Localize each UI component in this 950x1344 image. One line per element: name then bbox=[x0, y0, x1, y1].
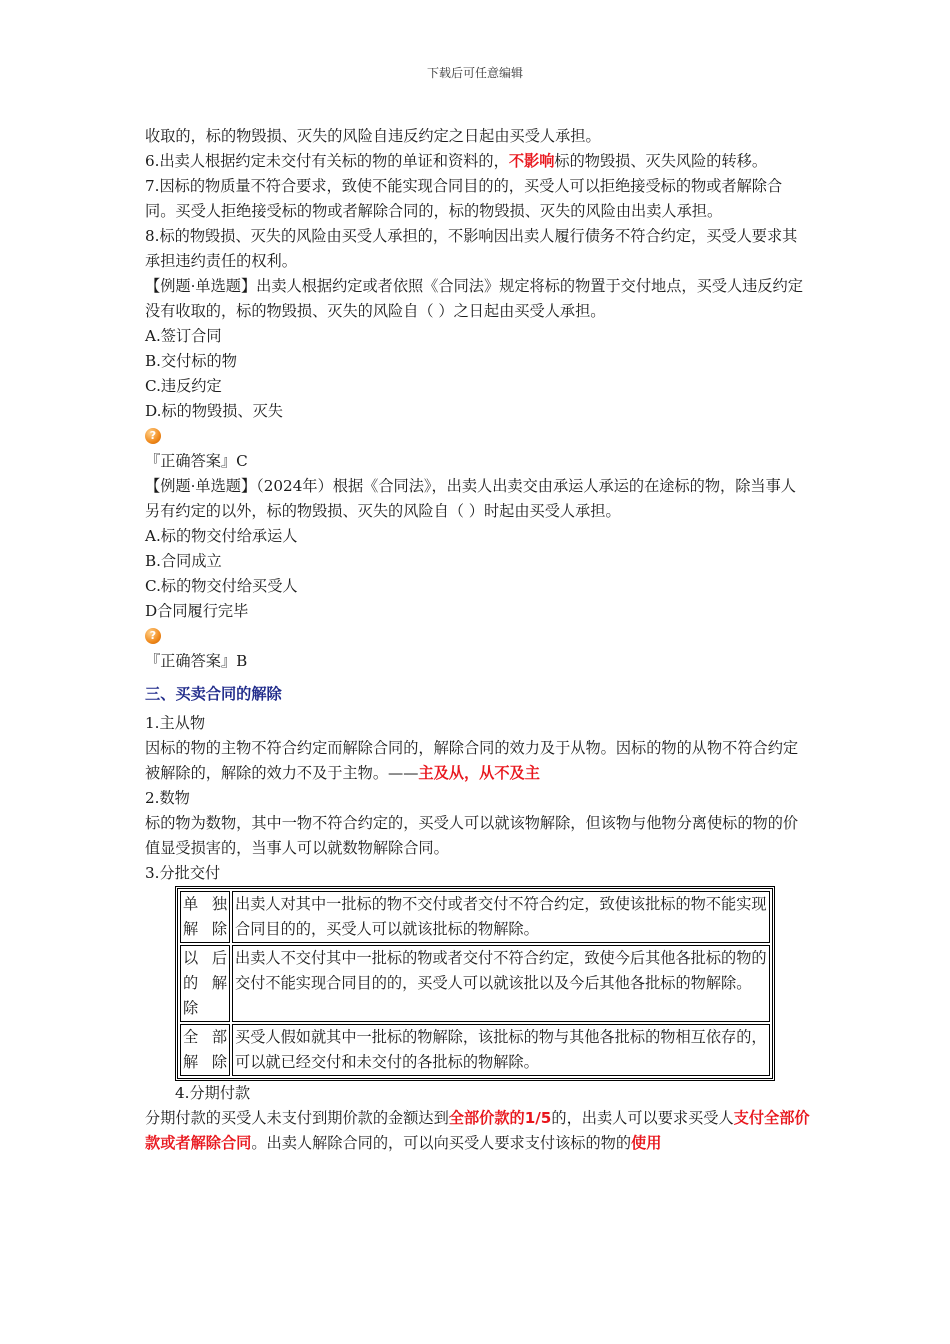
question-1-stem: 【例题·单选题】出卖人根据约定或者依照《合同法》规定将标的物置于交付地点，买受人违反约定没有收取的，标的物毁损、灭失的风险自（ ）之日起由买受人承担。 bbox=[145, 277, 803, 320]
question-1-option-b: B.交付标的物 bbox=[145, 352, 237, 370]
table-row-label: 单独解除 bbox=[180, 891, 230, 943]
subsection-4-title: 4.分期付款 bbox=[175, 1084, 251, 1102]
highlight-one-fifth: 全部价款的1/5 bbox=[448, 1109, 552, 1127]
section-heading: 三、买卖合同的解除 bbox=[145, 685, 282, 703]
table-row-label: 全部解除 bbox=[180, 1024, 230, 1076]
subsection-1-text: 因标的物的主物不符合约定而解除合同的，解除合同的效力及于从物。因标的物的从物不符合约定被解除的，解除的效力不及于主物。——主及从，从不及主 bbox=[145, 739, 799, 782]
batch-delivery-table bbox=[175, 886, 775, 1081]
subsection-2-text: 标的物为数物，其中一物不符合约定的，买受人可以就该物解除，但该物与他物分离使标的物的价值显受损害的，当事人可以就数物解除合同。 bbox=[145, 814, 799, 857]
question-1-option-d: D.标的物毁损、灭失 bbox=[145, 402, 283, 420]
table-row-text: 出卖人不交付其中一批标的物或者交付不符合约定，致使今后其他各批标的物的交付不能实现合同目的的，买受人可以就该批以及今后其他各批标的物解除。 bbox=[232, 945, 770, 1022]
highlight-use: 使用 bbox=[631, 1134, 662, 1152]
table-row bbox=[180, 891, 770, 943]
question-1-option-c: C.违反约定 bbox=[145, 377, 222, 395]
table-row-label: 以后的解除 bbox=[180, 945, 230, 1022]
page-header: 下载后可任意编辑 bbox=[426, 66, 523, 80]
subsection-1-title: 1.主从物 bbox=[145, 714, 206, 732]
question-2-option-a: A.标的物交付给承运人 bbox=[145, 527, 298, 545]
paragraph-item-6: 6.出卖人根据约定未交付有关标的物的单证和资料的，不影响标的物毁损、灭失风险的转移。 bbox=[145, 152, 767, 170]
paragraph-item-8: 8.标的物毁损、灭失的风险由买受人承担的，不影响因出卖人履行债务不符合约定，买受人要求其承担违约责任的权利。 bbox=[145, 227, 798, 270]
table-row-text: 出卖人对其中一批标的物不交付或者交付不符合约定，致使该批标的物不能实现合同目的的，买受人可以就该批标的物解除。 bbox=[232, 891, 770, 943]
question-2-option-d: D合同履行完毕 bbox=[145, 602, 249, 620]
question-2-answer: 『正确答案』B bbox=[145, 652, 248, 670]
question-1-option-a: A.签订合同 bbox=[145, 327, 222, 345]
question-1-answer: 『正确答案』C bbox=[145, 452, 248, 470]
answer-help-icon[interactable]: ? bbox=[145, 628, 161, 644]
table-row bbox=[180, 1024, 770, 1076]
highlight-principle: 主及从，从不及主 bbox=[418, 764, 540, 782]
answer-help-icon[interactable]: ? bbox=[145, 428, 161, 444]
highlight-no-effect: 不影响 bbox=[508, 152, 555, 170]
subsection-3-title: 3.分批交付 bbox=[145, 864, 221, 882]
question-2-stem: 【例题·单选题】（2024年）根据《合同法》，出卖人出卖交由承运人承运的在途标的物，除当事人另有约定的以外，标的物毁损、灭失的风险自（ ）时起由买受人承担。 bbox=[145, 477, 796, 520]
paragraph-item-7: 7.因标的物质量不符合要求，致使不能实现合同目的的，买受人可以拒绝接受标的物或者解除合同。买受人拒绝接受标的物或者解除合同的，标的物毁损、灭失的风险由出卖人承担。 bbox=[145, 177, 783, 220]
subsection-2-title: 2.数物 bbox=[145, 789, 190, 807]
question-2-option-b: B.合同成立 bbox=[145, 552, 222, 570]
highlight-pay-or-rescind: 支付全部价款或者解除合同 bbox=[145, 1109, 810, 1152]
subsection-4-text: 分期付款的买受人未支付到期价款的金额达到全部价款的1/5的，出卖人可以要求买受人支付全部价款或者解除合同。出卖人解除合同的，可以向买受人要求支付该标的物的使用 bbox=[145, 1109, 810, 1152]
document-body bbox=[145, 124, 810, 1156]
table-row-text: 买受人假如就其中一批标的物解除，该批标的物与其他各批标的物相互依存的，可以就已经交付和未交付的各批标的物解除。 bbox=[232, 1024, 770, 1076]
table-row bbox=[180, 945, 770, 1022]
paragraph-risk-after-violation: 收取的，标的物毁损、灭失的风险自违反约定之日起由买受人承担。 bbox=[145, 127, 601, 145]
question-2-option-c: C.标的物交付给买受人 bbox=[145, 577, 298, 595]
